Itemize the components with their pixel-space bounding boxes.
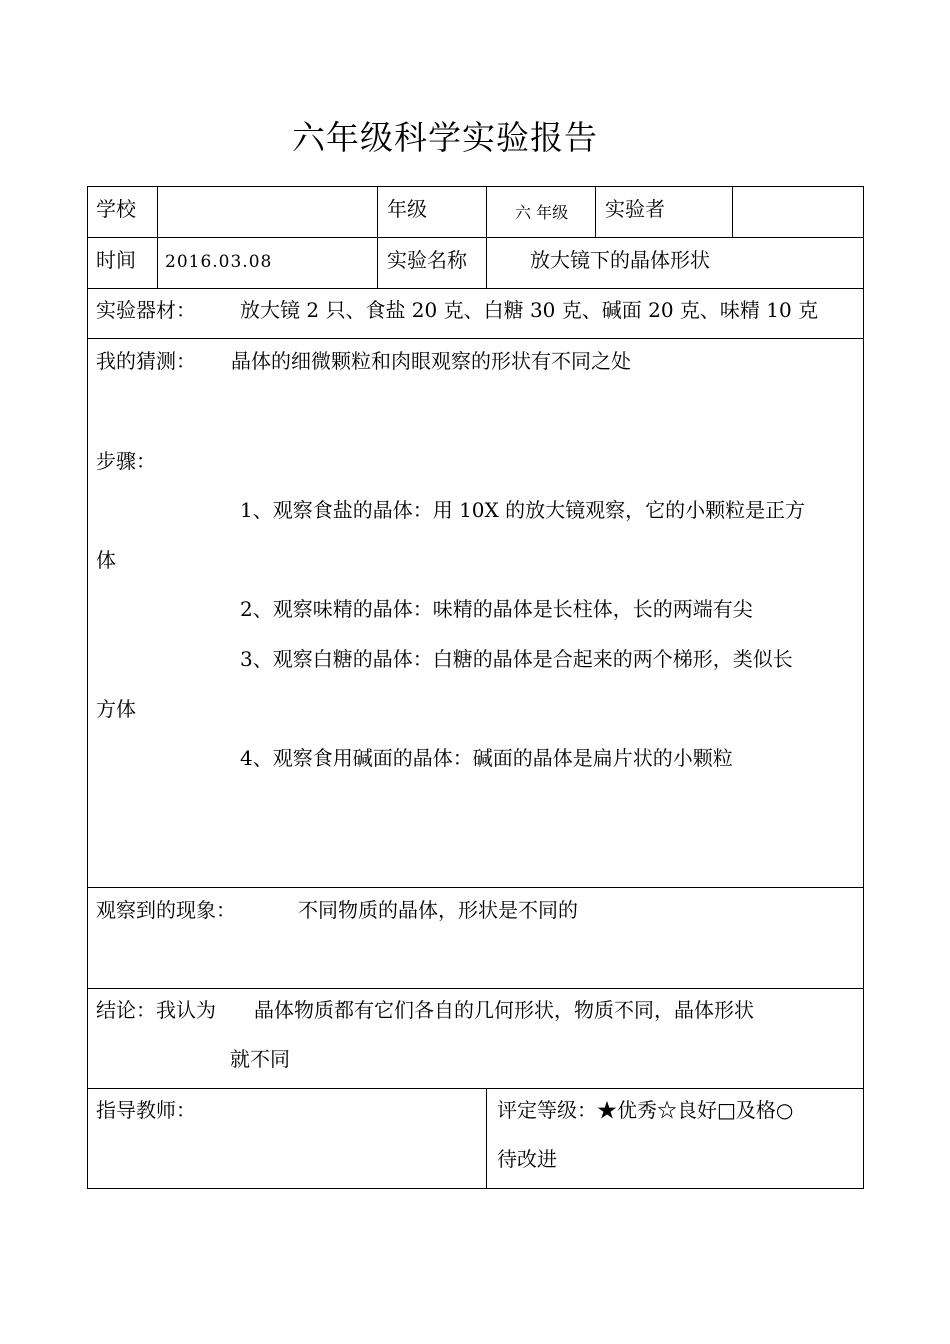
cell-divider — [732, 186, 733, 237]
teacher-label: 指导教师： — [96, 1098, 196, 1122]
guess-label: 我的猜测： — [96, 349, 196, 373]
row-divider — [87, 338, 864, 339]
equipment-value: 放大镜 2 只、食盐 20 克、白糖 30 克、碱面 20 克、味精 10 克 — [240, 298, 819, 322]
steps-label: 步骤： — [96, 449, 156, 473]
experimenter-label: 实验者 — [605, 197, 665, 221]
observation-label: 观察到的现象： — [96, 898, 236, 922]
page-title: 六年级科学实验报告 — [292, 118, 598, 157]
step-line: 1、观察食盐的晶体：用 10X 的放大镜观察，它的小颗粒是正方 — [240, 498, 806, 522]
observation-value: 不同物质的晶体，形状是不同的 — [298, 898, 578, 922]
step-line: 方体 — [96, 697, 136, 721]
cell-divider — [595, 186, 596, 237]
equipment-label: 实验器材： — [96, 298, 196, 322]
cell-divider — [486, 1088, 487, 1188]
school-label: 学校 — [96, 197, 136, 221]
cell-divider — [157, 186, 158, 288]
conclusion-label: 结论：我认为 — [96, 998, 216, 1022]
table-border-top — [87, 186, 864, 187]
cell-divider — [486, 186, 487, 288]
conclusion-line-2: 就不同 — [230, 1047, 290, 1071]
grade-value: 六 年级 — [515, 203, 569, 222]
conclusion-line-1: 晶体物质都有它们各自的几何形状，物质不同，晶体形状 — [254, 998, 754, 1022]
table-border-left — [87, 186, 88, 1189]
step-line: 2、观察味精的晶体：味精的晶体是长柱体，长的两端有尖 — [240, 597, 753, 621]
experiment-name-value: 放大镜下的晶体形状 — [530, 248, 710, 272]
rating-line-2: 待改进 — [497, 1147, 557, 1171]
grade-label: 年级 — [387, 197, 427, 221]
row-divider — [87, 237, 864, 238]
rating-line-1: 评定等级：★优秀☆良好□及格○ — [497, 1098, 794, 1122]
step-line: 3、观察白糖的晶体：白糖的晶体是合起来的两个梯形，类似长 — [240, 647, 793, 671]
step-line: 4、观察食用碱面的晶体：碱面的晶体是扁片状的小颗粒 — [240, 746, 733, 770]
time-label: 时间 — [96, 248, 136, 272]
step-line: 体 — [96, 548, 116, 572]
table-border-bottom — [87, 1188, 864, 1189]
time-value: 2016.03.08 — [165, 252, 273, 272]
report-table — [87, 186, 864, 1189]
experiment-name-label: 实验名称 — [387, 248, 467, 272]
cell-divider — [377, 186, 378, 288]
table-border-right — [863, 186, 864, 1189]
row-divider — [87, 887, 864, 888]
row-divider — [87, 1088, 864, 1089]
row-divider — [87, 988, 864, 989]
row-divider — [87, 288, 864, 289]
guess-value: 晶体的细微颗粒和肉眼观察的形状有不同之处 — [231, 349, 631, 373]
